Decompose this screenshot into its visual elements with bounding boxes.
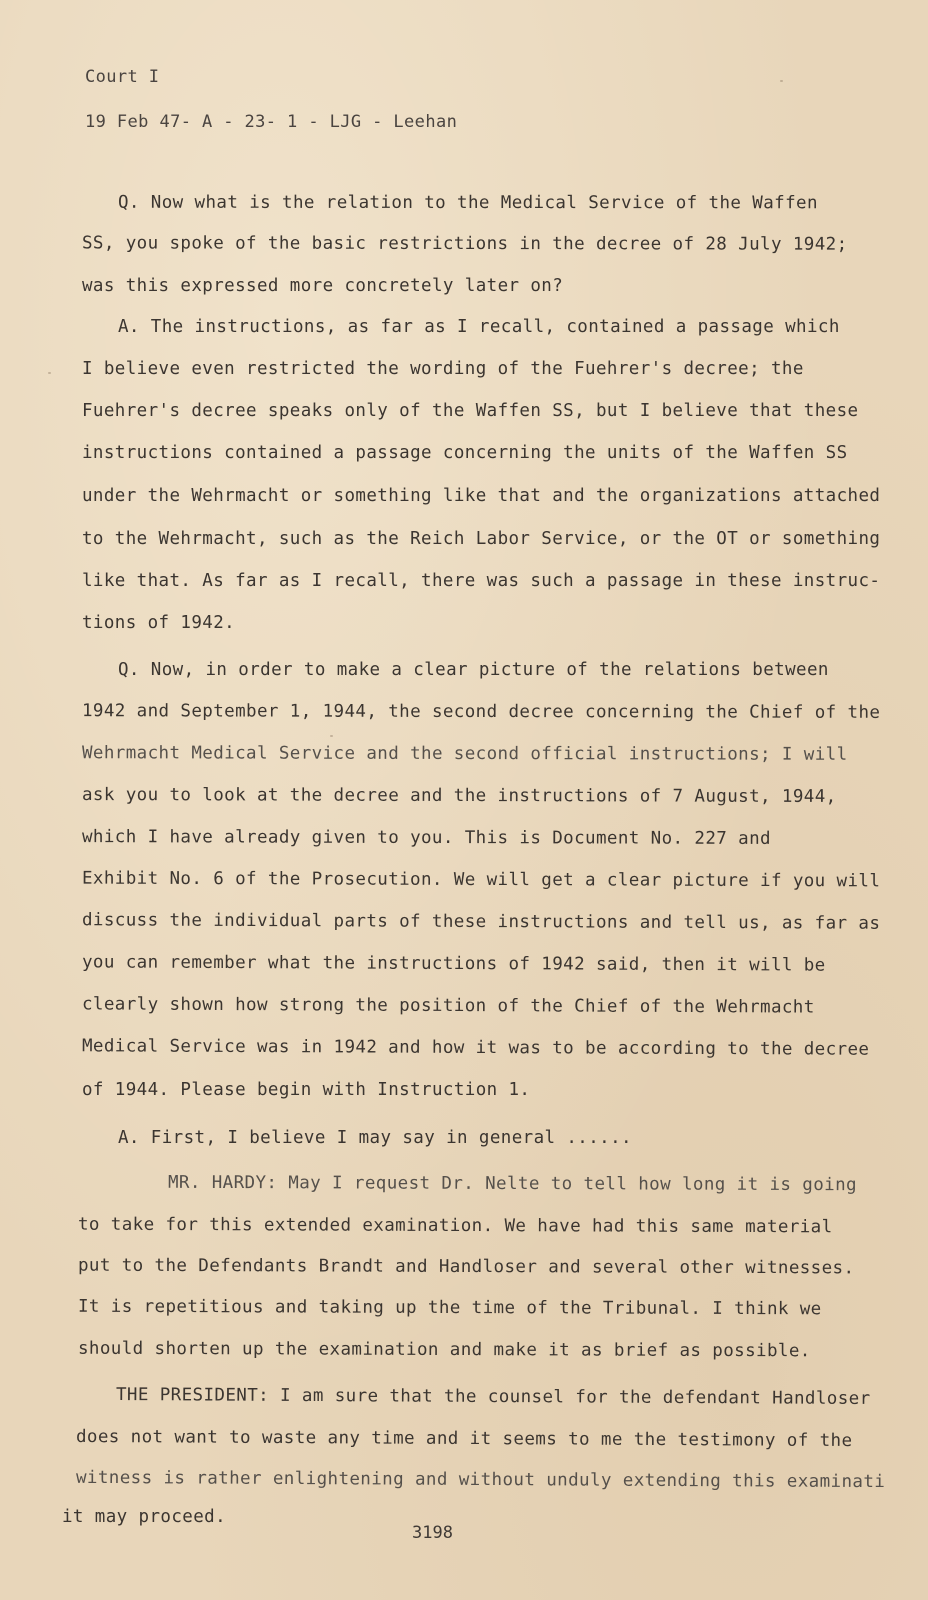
paper-speck bbox=[330, 735, 333, 737]
transcript-line: was this expressed more concretely later on? bbox=[82, 276, 564, 296]
transcript-line: SS, you spoke of the basic restrictions in the decree of 28 July 1942; bbox=[81, 233, 848, 255]
transcript-line: instructions contained a passage concerning the units of the Waffen SS bbox=[82, 443, 848, 463]
transcript-line: which I have already given to you. This is Document No. 227 and bbox=[81, 827, 771, 849]
transcript-line: Q. Now what is the relation to the Medical Service of the Waffen bbox=[117, 192, 818, 214]
transcript-line: clearly shown how strong the position of the Chief of the Wehrmacht bbox=[81, 994, 815, 1018]
paper-speck bbox=[780, 80, 783, 82]
page-number: 3198 bbox=[412, 1523, 453, 1543]
transcript-line: Wehrmacht Medical Service and the second official instructions; I will bbox=[81, 743, 848, 765]
transcript-line: witness is rather enlightening and without unduly extending this examinati bbox=[75, 1467, 886, 1493]
session-reference: 19 Feb 47- A - 23- 1 - LJG - Leehan bbox=[85, 112, 458, 132]
transcript-line: it may proceed. bbox=[62, 1507, 227, 1527]
transcript-line: It is repetitious and taking up the time of the Tribunal. I think we bbox=[77, 1296, 822, 1320]
transcript-line: to the Wehrmacht, such as the Reich Labor Service, or the OT or something bbox=[82, 529, 881, 549]
transcript-line: put to the Defendants Brandt and Handloser and several other witnesses. bbox=[77, 1255, 855, 1279]
paper-speck bbox=[440, 1268, 443, 1270]
transcript-line: Fuehrer's decree speaks only of the Waffen SS, but I believe that these bbox=[82, 401, 859, 421]
transcript-line: THE PRESIDENT: I am sure that the counsel for the defendant Handloser bbox=[115, 1385, 871, 1409]
transcript-line: I believe even restricted the wording of the Fuehrer's decree; the bbox=[82, 359, 804, 379]
transcript-line: should shorten up the examination and make it as brief as possible. bbox=[77, 1338, 811, 1362]
transcript-line: tions of 1942. bbox=[82, 613, 236, 633]
transcript-line: Q. Now, in order to make a clear picture of the relations between bbox=[118, 660, 829, 680]
transcript-line: MR. HARDY: May I request Dr. Nelte to tell how long it is going bbox=[167, 1172, 858, 1196]
transcript-line: discuss the individual parts of these instructions and tell us, as far as bbox=[81, 910, 881, 934]
transcript-line: under the Wehrmacht or something like that and the organizations attached bbox=[82, 486, 881, 506]
transcript-line: of 1944. Please begin with Instruction 1. bbox=[82, 1080, 531, 1100]
transcript-line: does not want to waste any time and it seems to me the testimony of the bbox=[75, 1426, 853, 1452]
transcript-line: A. First, I believe I may say in general ...... bbox=[118, 1128, 632, 1148]
transcript-line: ask you to look at the decree and the instructions of 7 August, 1944, bbox=[81, 785, 837, 807]
transcript-line: Medical Service was in 1942 and how it was to be according to the decree bbox=[81, 1036, 870, 1060]
transcript-line: to take for this extended examination. We have had this same material bbox=[77, 1214, 833, 1238]
court-label: Court I bbox=[85, 67, 160, 87]
transcript-line: 1942 and September 1, 1944, the second decree concerning the Chief of the bbox=[81, 701, 881, 723]
transcript-line: Exhibit No. 6 of the Prosecution. We will get a clear picture if you will bbox=[81, 868, 881, 892]
transcript-line: you can remember what the instructions of 1942 said, then it will be bbox=[81, 952, 826, 976]
transcript-line: A. The instructions, as far as I recall, contained a passage which bbox=[118, 317, 840, 337]
transcript-line: like that. As far as I recall, there was such a passage in these instruc- bbox=[82, 571, 881, 591]
paper-speck bbox=[48, 372, 51, 374]
